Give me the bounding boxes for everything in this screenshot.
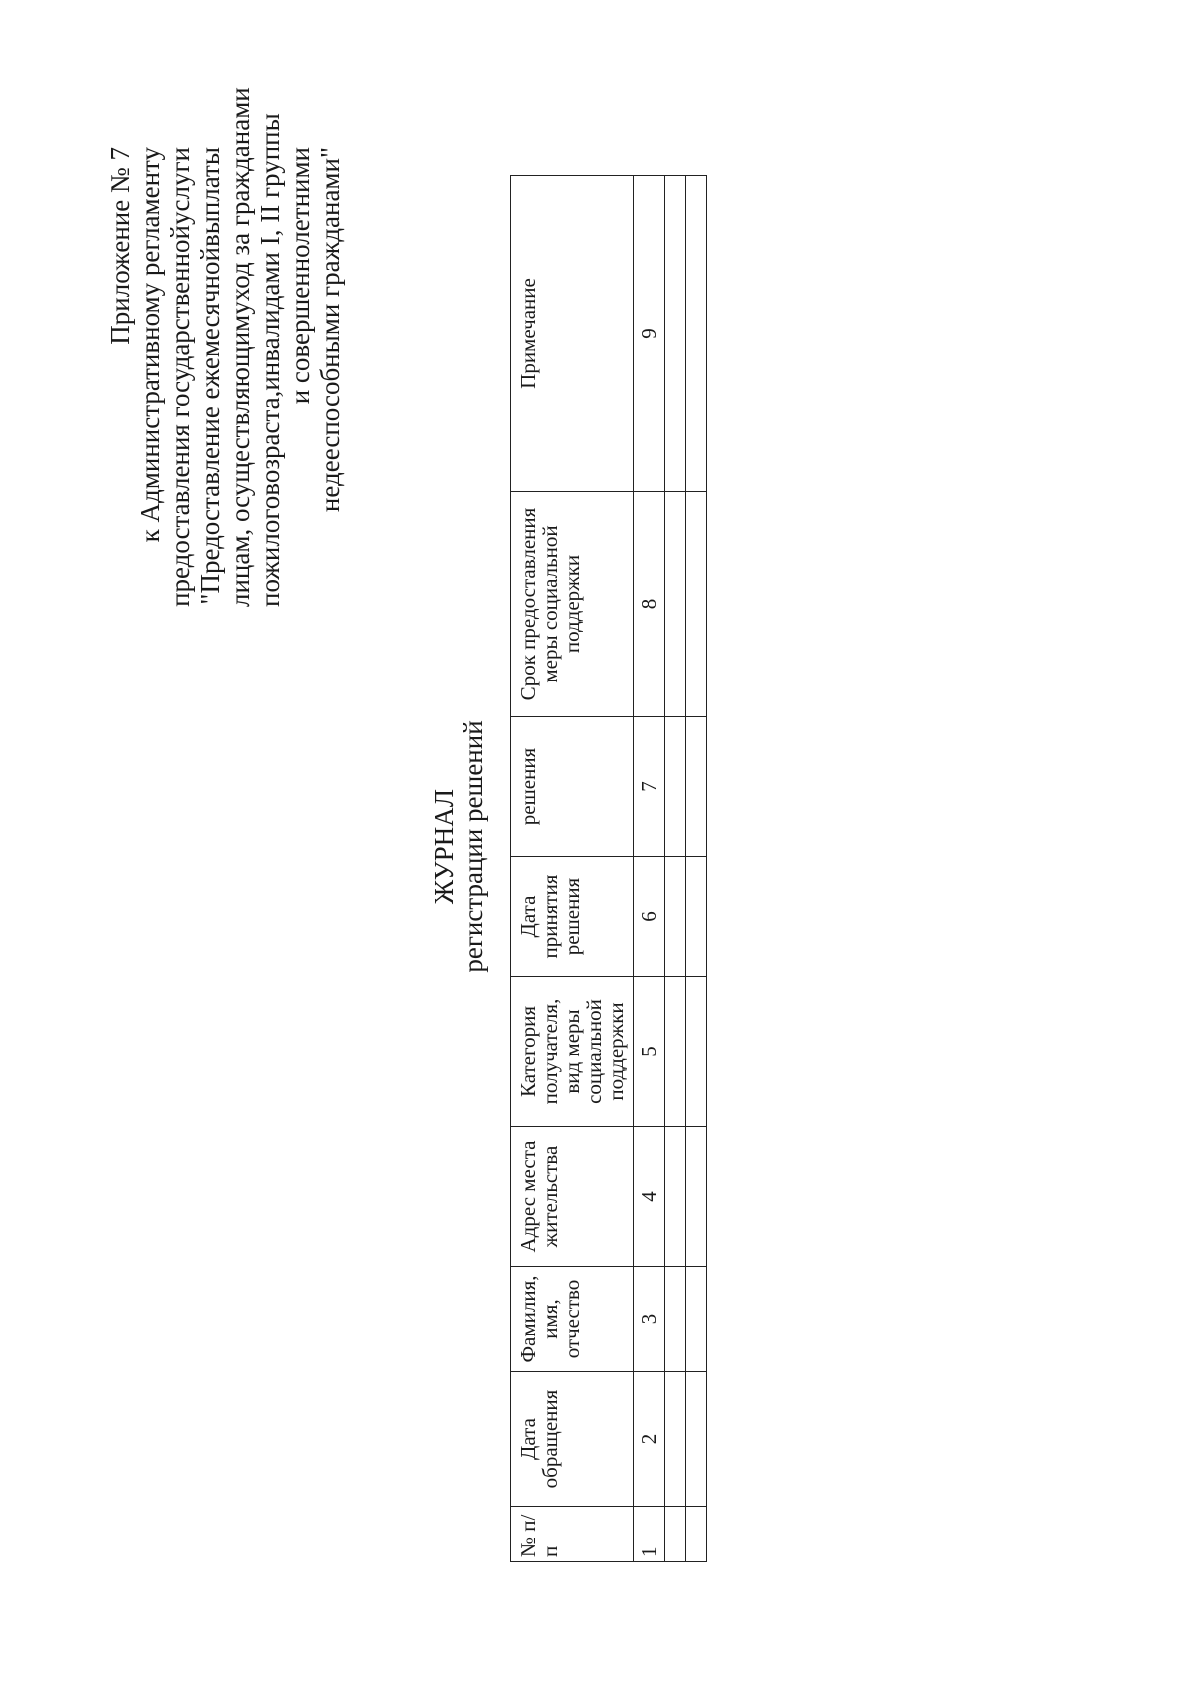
- table-cell: [686, 857, 707, 977]
- journal-subtitle: регистрации решений: [458, 720, 488, 973]
- column-number-cell: 8: [634, 492, 665, 717]
- table-cell: [686, 492, 707, 717]
- annex-line: предоставления государственнойуслуги: [165, 147, 195, 607]
- table-cell: [665, 1507, 686, 1562]
- header-cell-decision: решения: [511, 717, 634, 857]
- table-cell: [686, 1127, 707, 1267]
- header-cell-address: Адрес места жительства: [511, 1127, 634, 1267]
- table-row: [686, 176, 707, 1562]
- header-cell-support-period: Срок предоставления меры социальной поддержки: [511, 492, 634, 717]
- header-cell-category: Категория получателя, вид меры социальной поддержки: [511, 977, 634, 1127]
- annex-line: недееспособными гражданами": [315, 147, 345, 513]
- header-cell-number: № п/п: [511, 1507, 634, 1562]
- table-cell: [686, 1267, 707, 1372]
- annex-line: и совершеннолетними: [285, 147, 315, 405]
- table-cell: [686, 1507, 707, 1562]
- header-cell-request-date: Дата обращения: [511, 1372, 634, 1507]
- annex-line: лицам, осуществляющимуход за гражданами: [225, 87, 255, 607]
- annex-line: Приложение № 7: [105, 147, 135, 345]
- column-number-cell: 1: [634, 1507, 665, 1562]
- annex-line: пожилоговозраста,инвалидами I, II группы: [255, 113, 285, 607]
- table-cell: [665, 1372, 686, 1507]
- header-cell-decision-date: Дата принятия решения: [511, 857, 634, 977]
- table-row: [665, 176, 686, 1562]
- table-cell: [665, 1127, 686, 1267]
- column-number-cell: 2: [634, 1372, 665, 1507]
- annex-line: "Предоставление ежемесячнойвыплаты: [195, 147, 225, 605]
- table-header-row: [511, 176, 634, 1562]
- table-cell: [665, 1267, 686, 1372]
- column-number-cell: 9: [634, 176, 665, 492]
- table-row: [634, 176, 665, 1562]
- column-number-cell: 5: [634, 977, 665, 1127]
- annex-block: [105, 87, 345, 607]
- table-cell: [665, 977, 686, 1127]
- journal-heading: [430, 0, 488, 1697]
- column-number-cell: 6: [634, 857, 665, 977]
- annex-line: к Административному регламенту: [135, 147, 165, 543]
- column-number-cell: 3: [634, 1267, 665, 1372]
- table-cell: [686, 717, 707, 857]
- table-cell: [686, 1372, 707, 1507]
- header-cell-note: Примечание: [511, 176, 634, 492]
- table-cell: [665, 492, 686, 717]
- column-number-cell: 4: [634, 1127, 665, 1267]
- journal-title: ЖУРНАЛ: [429, 788, 459, 905]
- header-cell-full-name: Фамилия, имя, отчество: [511, 1267, 634, 1372]
- table-cell: [686, 977, 707, 1127]
- journal-table: [510, 175, 707, 1562]
- table-cell: [665, 857, 686, 977]
- table-cell: [665, 717, 686, 857]
- column-number-cell: 7: [634, 717, 665, 857]
- table-cell: [686, 176, 707, 492]
- table-cell: [665, 176, 686, 492]
